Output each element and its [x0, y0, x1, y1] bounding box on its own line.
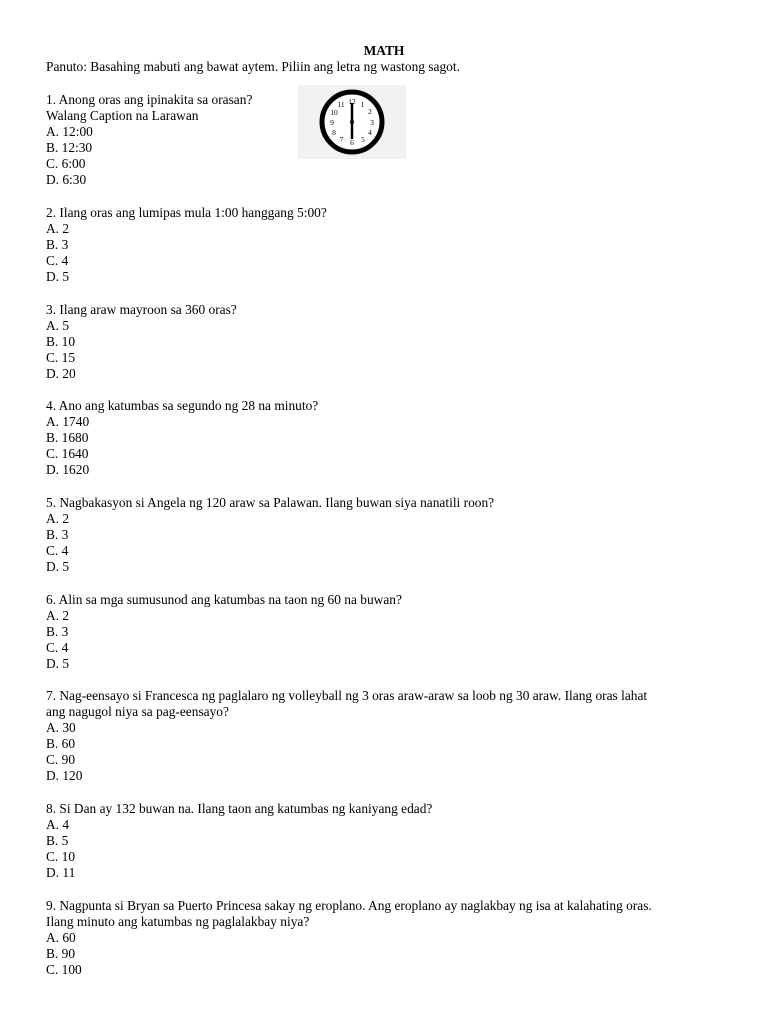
- choice-d: D. 5: [46, 559, 70, 575]
- choice-c: C. 4: [46, 543, 69, 559]
- question-7: [46, 688, 736, 785]
- clock-number: 1: [360, 100, 365, 109]
- choice-a: A. 12:00: [46, 124, 93, 140]
- clock-image: [298, 85, 406, 159]
- choice-a: A. 60: [46, 930, 76, 946]
- choice-b: B. 10: [46, 334, 76, 350]
- choice-d: D. 20: [46, 366, 76, 382]
- question-4: [46, 398, 736, 478]
- clock-number: 4: [368, 128, 372, 137]
- choice-a: A. 2: [46, 608, 70, 624]
- choice-a: A. 2: [46, 221, 70, 237]
- clock-number: 12: [348, 97, 356, 106]
- image-caption: Walang Caption na Larawan: [46, 108, 199, 124]
- choice-b: B. 3: [46, 527, 69, 543]
- question-text: 2. Ilang oras ang lumipas mula 1:00 hanggang 5:00?: [46, 205, 327, 220]
- choice-b: B. 5: [46, 833, 69, 849]
- question-text: 4. Ano ang katumbas sa segundo ng 28 na minuto?: [46, 398, 319, 413]
- question-9: [46, 898, 736, 978]
- clock-number: 10: [330, 108, 338, 117]
- choice-b: B. 3: [46, 237, 69, 253]
- choice-c: C. 4: [46, 253, 69, 269]
- clock-number: 6: [350, 138, 354, 147]
- clock-number: 5: [361, 135, 365, 144]
- clock-number: 3: [370, 118, 374, 127]
- choice-b: B. 3: [46, 624, 69, 640]
- question-2: [46, 205, 736, 285]
- question-text: 3. Ilang araw mayroon sa 360 oras?: [46, 302, 237, 317]
- clock-number: 9: [330, 118, 334, 127]
- choice-a: A. 4: [46, 817, 70, 833]
- choice-d: D. 120: [46, 768, 83, 784]
- choice-d: D. 5: [46, 656, 70, 672]
- choice-b: B. 90: [46, 946, 76, 962]
- question-8: [46, 801, 736, 881]
- choice-a: A. 30: [46, 720, 76, 736]
- question-text-continued: ang nagugol niya sa pag-eensayo?: [46, 704, 229, 720]
- clock-number: 8: [332, 128, 336, 137]
- question-3: [46, 302, 736, 382]
- choice-c: C. 6:00: [46, 156, 86, 172]
- question-text: 7. Nag-eensayo si Francesca ng paglalaro ng volleyball ng 3 oras araw-araw sa loob ng 30 araw. Ilang oras lahat: [46, 688, 648, 703]
- choice-b: B. 1680: [46, 430, 89, 446]
- clock-number: 7: [339, 135, 344, 144]
- instructions: Panuto: Basahing mabuti ang bawat aytem. Piliin ang letra ng wastong sagot.: [46, 59, 460, 74]
- choice-c: C. 100: [46, 962, 82, 978]
- question-text: 8. Si Dan ay 132 buwan na. Ilang taon ang katumbas ng kaniyang edad?: [46, 801, 433, 816]
- choice-c: C. 4: [46, 640, 69, 656]
- choice-c: C. 10: [46, 849, 76, 865]
- question-text-continued: Ilang minuto ang katumbas ng paglalakbay niya?: [46, 914, 310, 930]
- question-text: 6. Alin sa mga sumusunod ang katumbas na taon ng 60 na buwan?: [46, 592, 402, 607]
- choice-a: A. 1740: [46, 414, 90, 430]
- question-6: [46, 592, 736, 672]
- choice-b: B. 12:30: [46, 140, 93, 156]
- choice-d: D. 5: [46, 269, 70, 285]
- clock-number: 2: [368, 107, 372, 116]
- clock-number: 11: [337, 100, 345, 109]
- choice-d: D. 6:30: [46, 172, 87, 188]
- choice-c: C. 1640: [46, 446, 89, 462]
- choice-b: B. 60: [46, 736, 76, 752]
- choice-d: D. 1620: [46, 462, 90, 478]
- choice-a: A. 5: [46, 318, 70, 334]
- choice-a: A. 2: [46, 511, 70, 527]
- clock-icon: [298, 85, 406, 159]
- question-text: 9. Nagpunta si Bryan sa Puerto Princesa sakay ng eroplano. Ang eroplano ay naglakbay ng isa at kalahating oras.: [46, 898, 652, 913]
- choice-c: C. 90: [46, 752, 76, 768]
- question-5: [46, 495, 736, 575]
- choice-d: D. 11: [46, 865, 76, 881]
- choice-c: C. 15: [46, 350, 76, 366]
- question-text: 5. Nagbakasyon si Angela ng 120 araw sa Palawan. Ilang buwan siya nanatili roon?: [46, 495, 495, 510]
- question-text: 1. Anong oras ang ipinakita sa orasan?: [46, 92, 253, 107]
- page-title: MATH: [363, 43, 405, 58]
